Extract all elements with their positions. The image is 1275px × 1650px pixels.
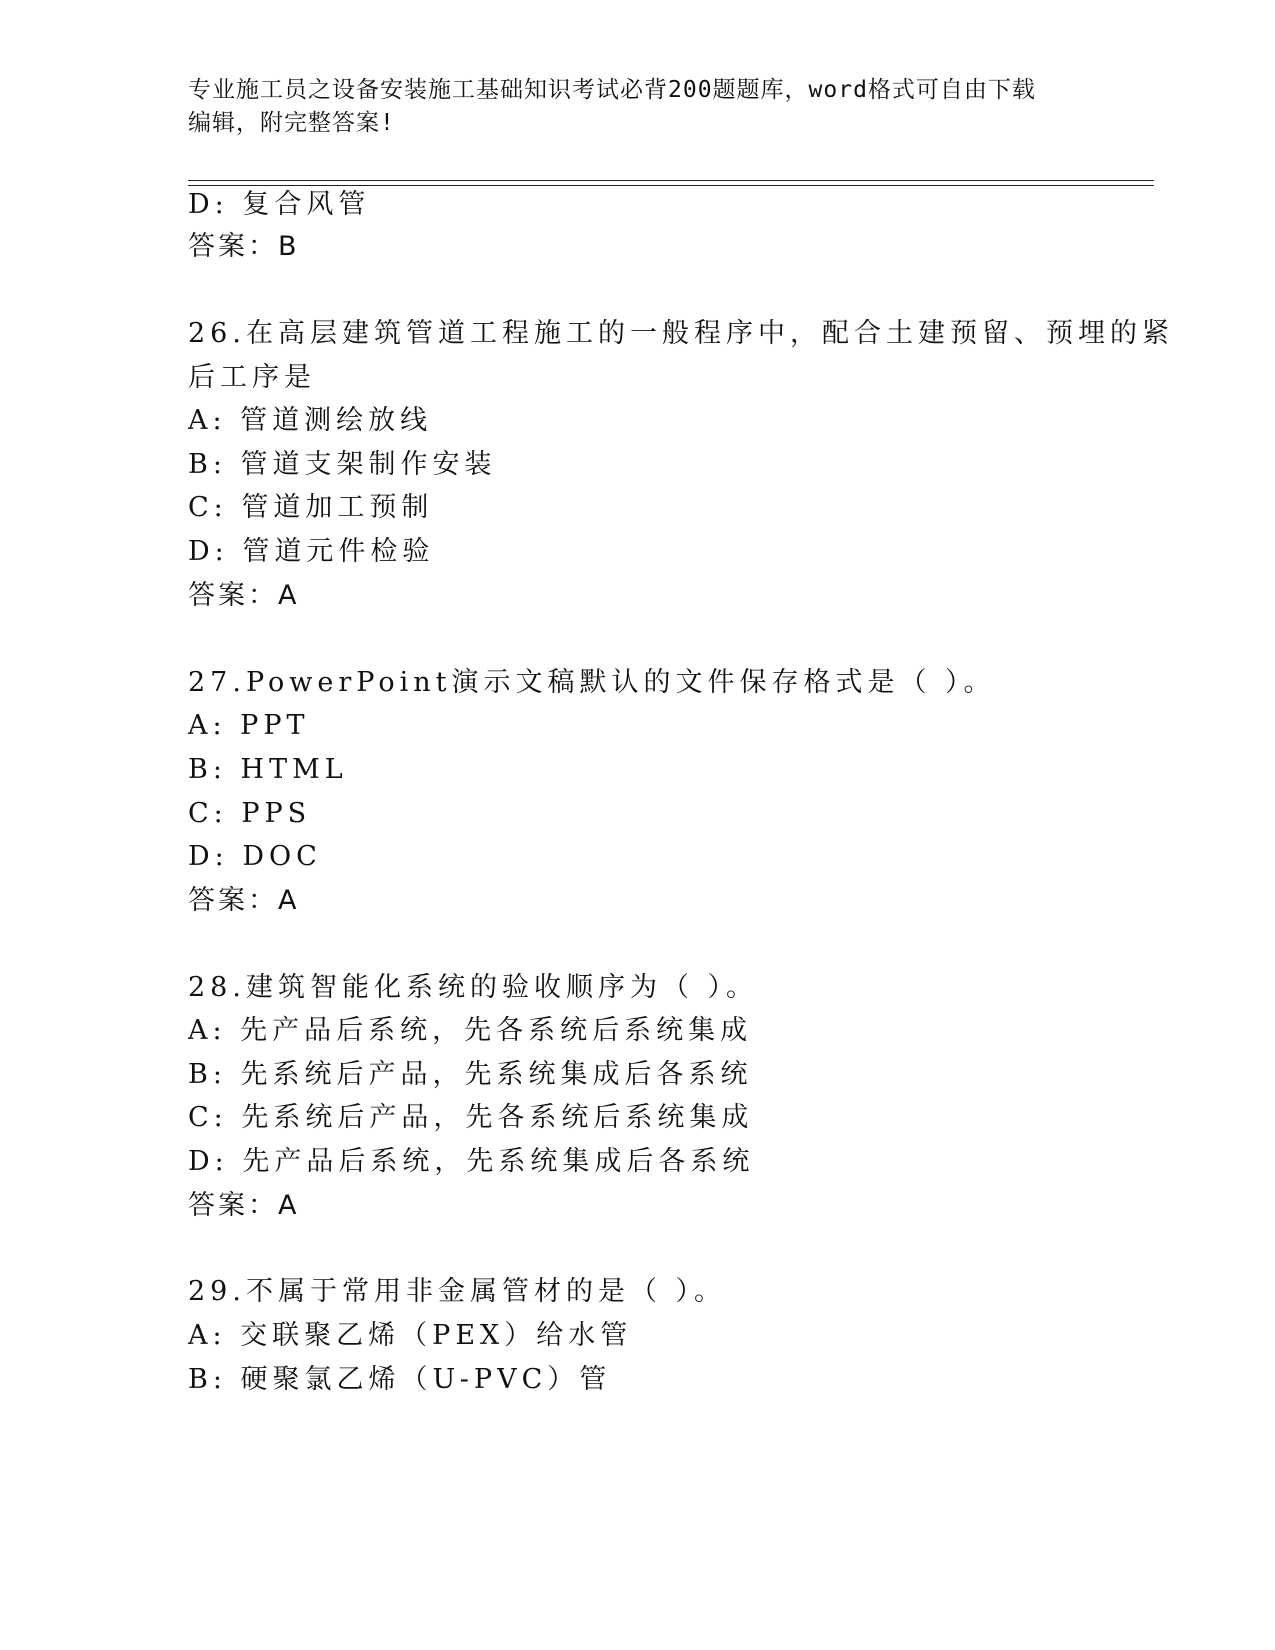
- header-divider-bottom: [188, 185, 1154, 186]
- option-line: D: 先产品后系统，先系统集成后各系统: [188, 1146, 755, 1177]
- option-line: C: 管道加工预制: [188, 492, 434, 523]
- option-line: A: 管道测绘放线: [188, 405, 433, 436]
- question-line: 28.建筑智能化系统的验收顺序为（ ）。: [188, 972, 759, 1003]
- option-line: C: PPS: [188, 798, 312, 829]
- option-line: A: 交联聚乙烯（PEX）给水管: [188, 1320, 633, 1351]
- option-line: B: HTML: [188, 754, 348, 785]
- question-line: 27.PowerPoint演示文稿默认的文件保存格式是（ ）。: [188, 667, 996, 698]
- question-line: 26.在高层建筑管道工程施工的一般程序中，配合土建预留、预埋的紧: [188, 318, 1174, 349]
- header-line-2: 编辑，附完整答案!: [188, 110, 395, 136]
- question-line: 后工序是: [188, 362, 316, 393]
- option-line: B: 硬聚氯乙烯（U-PVC）管: [188, 1364, 612, 1395]
- answer-line: 答案：A: [188, 580, 300, 611]
- option-line: B: 先系统后产品，先系统集成后各系统: [188, 1059, 753, 1090]
- answer-line: 答案：B: [188, 231, 300, 262]
- answer-line: 答案：A: [188, 885, 300, 916]
- header-divider-top: [188, 180, 1154, 181]
- answer-line: 答案：A: [188, 1190, 300, 1221]
- option-line: D: 复合风管: [188, 189, 371, 220]
- option-line: B: 管道支架制作安装: [188, 449, 497, 480]
- option-line: D: DOC: [188, 841, 322, 872]
- question-line: 29.不属于常用非金属管材的是（ ）。: [188, 1276, 727, 1307]
- option-line: A: 先产品后系统，先各系统后系统集成: [188, 1015, 753, 1046]
- option-line: D: 管道元件检验: [188, 536, 435, 567]
- option-line: A: PPT: [188, 710, 310, 741]
- document-header: [188, 74, 1088, 140]
- header-line-1: 专业施工员之设备安装施工基础知识考试必背200题题库，word格式可自由下载: [188, 77, 1036, 103]
- option-line: C: 先系统后产品，先各系统后系统集成: [188, 1102, 754, 1133]
